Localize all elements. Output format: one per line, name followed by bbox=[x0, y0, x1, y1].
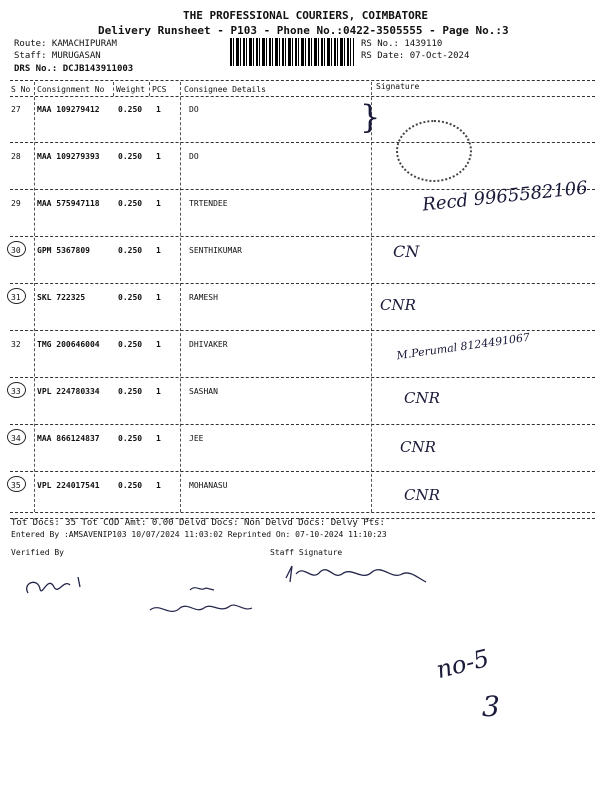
row-sno: 27 bbox=[11, 105, 21, 114]
consignment-number: MAA 575947118 bbox=[37, 199, 100, 208]
consignee-name: DO bbox=[189, 105, 199, 114]
circle-mark bbox=[7, 241, 26, 257]
drs-number: DRS No.: DCJB143911003 bbox=[14, 64, 134, 74]
divider bbox=[10, 80, 595, 81]
handwritten-note: CNR bbox=[380, 296, 416, 314]
table-row bbox=[0, 285, 600, 332]
row-pcs: 1 bbox=[156, 152, 161, 161]
table-row bbox=[0, 144, 600, 191]
col-signature: Signature bbox=[376, 82, 420, 91]
row-pcs: 1 bbox=[156, 105, 161, 114]
totals-line: Tot Docs: 35 Tot COD Amt: 0.00 Delvd Docs: Non Delvd Docs: Delvy Pts: bbox=[11, 518, 385, 528]
row-weight: 0.250 bbox=[118, 340, 143, 349]
staff-signature-label: Staff Signature bbox=[270, 548, 343, 557]
row-weight: 0.250 bbox=[118, 152, 143, 161]
row-pcs: 1 bbox=[156, 387, 161, 396]
handwritten-note: CNR bbox=[404, 486, 440, 504]
rubber-stamp bbox=[396, 120, 472, 182]
consignment-number: VPL 224017541 bbox=[37, 481, 100, 490]
row-weight: 0.250 bbox=[118, 434, 143, 443]
company-name: THE PROFESSIONAL COURIERS, COIMBATORE bbox=[183, 9, 429, 22]
table-row bbox=[0, 238, 600, 285]
row-weight: 0.250 bbox=[118, 199, 143, 208]
handwritten-note: CN bbox=[393, 242, 420, 261]
row-sno: 28 bbox=[11, 152, 21, 161]
consignee-name: JEE bbox=[189, 434, 204, 443]
column-divider bbox=[113, 82, 114, 96]
verifier-signature bbox=[20, 565, 120, 605]
staff-signature bbox=[282, 558, 432, 592]
divider bbox=[10, 377, 595, 378]
circle-mark bbox=[7, 429, 26, 445]
divider bbox=[10, 142, 595, 143]
circle-mark bbox=[7, 476, 26, 492]
row-sno: 32 bbox=[11, 340, 21, 349]
divider bbox=[10, 236, 595, 237]
row-pcs: 1 bbox=[156, 340, 161, 349]
divider bbox=[10, 424, 595, 425]
col-weight: Weight bbox=[116, 85, 145, 94]
table-row bbox=[0, 426, 600, 473]
handwritten-note: CNR bbox=[400, 438, 436, 456]
initials-signature bbox=[140, 580, 280, 630]
consignment-number: MAA 109279412 bbox=[37, 105, 100, 114]
consignee-name: SASHAN bbox=[189, 387, 218, 396]
bracket-mark: } bbox=[360, 98, 381, 136]
circle-mark bbox=[7, 382, 26, 398]
row-sno: 35 bbox=[11, 481, 21, 490]
row-pcs: 1 bbox=[156, 199, 161, 208]
row-sno: 34 bbox=[11, 434, 21, 443]
row-weight: 0.250 bbox=[118, 387, 143, 396]
route-label: Route: KAMACHIPURAM bbox=[14, 39, 117, 49]
table-row bbox=[0, 379, 600, 426]
divider bbox=[10, 471, 595, 472]
consignment-number: GPM 5367809 bbox=[37, 246, 90, 255]
barcode bbox=[230, 38, 354, 66]
row-pcs: 1 bbox=[156, 293, 161, 302]
consignee-name: DHIVAKER bbox=[189, 340, 228, 349]
col-pcs: PCS bbox=[152, 85, 167, 94]
col-consignee: Consignee Details bbox=[184, 85, 266, 94]
row-weight: 0.250 bbox=[118, 481, 143, 490]
verified-by-label: Verified By bbox=[11, 548, 64, 557]
handwritten-signature: M.Perumal 8124491067 bbox=[395, 330, 531, 363]
consignment-number: SKL 722325 bbox=[37, 293, 86, 302]
row-sno: 29 bbox=[11, 199, 21, 208]
consignment-number: TMG 200646004 bbox=[37, 340, 100, 349]
col-sno: S No bbox=[11, 85, 31, 94]
consignee-name: SENTHIKUMAR bbox=[189, 246, 242, 255]
consignee-name: TRTENDEE bbox=[189, 199, 228, 208]
page-note-number: 3 bbox=[482, 690, 500, 723]
consignee-name: RAMESH bbox=[189, 293, 218, 302]
row-pcs: 1 bbox=[156, 481, 161, 490]
table-row bbox=[0, 97, 600, 144]
consignment-number: MAA 109279393 bbox=[37, 152, 100, 161]
entered-by-line: Entered By :AMSAVENIP103 10/07/2024 11:03:02 Reprinted On: 07-10-2024 11:10:23 bbox=[11, 530, 387, 539]
circle-mark bbox=[7, 288, 26, 304]
column-divider bbox=[149, 82, 150, 96]
runsheet-title: Delivery Runsheet - P103 - Phone No.:0422-3505555 - Page No.:3 bbox=[98, 24, 509, 37]
row-sno: 31 bbox=[11, 293, 21, 302]
rs-number: RS No.: 1439110 bbox=[361, 39, 443, 49]
divider bbox=[10, 330, 595, 331]
consignee-name: MOHANASU bbox=[189, 481, 228, 490]
consignment-number: MAA 866124837 bbox=[37, 434, 100, 443]
staff-label: Staff: MURUGASAN bbox=[14, 51, 101, 61]
row-weight: 0.250 bbox=[118, 105, 143, 114]
rs-date: RS Date: 07-Oct-2024 bbox=[361, 51, 470, 61]
row-pcs: 1 bbox=[156, 434, 161, 443]
col-consignment: Consignment No bbox=[37, 85, 105, 94]
consignee-name: DO bbox=[189, 152, 199, 161]
page-note: no-5 bbox=[433, 643, 492, 685]
divider bbox=[10, 512, 595, 513]
divider bbox=[10, 283, 595, 284]
handwritten-received: Recd 9965582106 bbox=[421, 177, 589, 216]
row-weight: 0.250 bbox=[118, 293, 143, 302]
consignment-number: VPL 224780334 bbox=[37, 387, 100, 396]
handwritten-note: CNR bbox=[404, 389, 440, 407]
row-sno: 33 bbox=[11, 387, 21, 396]
row-pcs: 1 bbox=[156, 246, 161, 255]
row-weight: 0.250 bbox=[118, 246, 143, 255]
row-sno: 30 bbox=[11, 246, 21, 255]
